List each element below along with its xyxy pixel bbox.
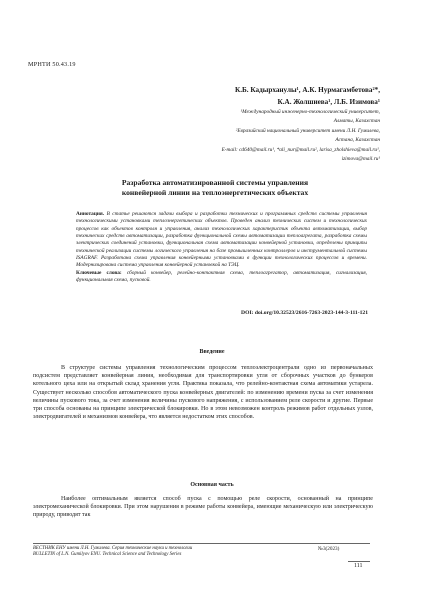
author-line: К.А. Жолшиева¹, Л.Б. Изимова¹ <box>277 98 380 106</box>
title-line: конвейерной линии на теплоэнергетических объектах <box>121 187 309 197</box>
affiliation-emails[interactable]: izimova@mail.ru¹ <box>341 156 380 163</box>
main-heading: Основная часть <box>190 482 234 488</box>
keywords-label: Ключевые слова: <box>76 269 122 276</box>
issue-number: №3(2023) <box>318 546 340 552</box>
doi-link[interactable]: DOI: doi.org/10.32523/2616-7263-2023-144-3-111-121 <box>241 310 368 316</box>
title-line: Разработка автоматизированной системы управления <box>121 178 309 187</box>
abstract-label: Аннотация. <box>76 211 105 217</box>
footer-divider <box>33 543 370 544</box>
affiliation-emails[interactable]: E-mail: cd640@mail.ru¹, *ali_nur@mail.ru², larisa_zholshieva@mail.ru¹, <box>221 146 380 153</box>
intro-paragraph: В структуре системы управления технологическим процессом теплоэлектроцентрали одно из первоначальных подсистем представляет конвейерная линия, необходимая для транспортировки угля от сборочных участков до бункеров котельного цеха или на открытый склад хранения угля. Практика показала, что релейно-контактная схема автоматики устарела. Существует несколько способов автоматического пуска конвейерных двигателей: по изменению времени пуска за счет изменения величины пускового тока, за счет изменения величины пускового напряжения, с использованием реле скорости и другие. Первые три способа основаны на принципе электрической блокировки. Но в этом невозможен контроль режимов работ отдельных узлов, электродвигателей и механизмов конвейера, что является недостатком этих способов. <box>33 365 373 421</box>
affiliation-line: ²Евразийский национальный университет имени Л.Н. Гумилева, <box>235 127 380 134</box>
affiliation-line: Астана, Казахстан <box>335 137 380 144</box>
keywords-paragraph <box>76 270 367 285</box>
mrnti-code: МРНТИ 50.43.19 <box>28 61 76 68</box>
main-paragraph: Наиболее оптимальным является способ пуска с помощью реле скорости, основанный на принципе электромеханической блокировки. При этом нарушения в режиме работы конвейера, имеющие механическую или электрическую природу, приводят так <box>33 496 373 519</box>
affiliation-line: ¹Международный инженерно-технологический университет, <box>240 109 380 115</box>
affiliation-line: Алматы, Казахстан <box>333 118 380 125</box>
journal-name-kz: ВЕСТНИК ЕНУ имени Л.Н. Гумилева. Серия технические науки и технологии <box>33 546 193 551</box>
author-line: К.Б. Кадырханулы¹, А.К. Нурмагамбетова²*, <box>235 86 380 94</box>
abstract-block <box>76 211 367 284</box>
journal-footer <box>33 546 192 559</box>
keywords-text: сборный конвейер, релейно-контактная схема, теплоагрегатор, автоматизация, сигнализация, функциональная схема, пусковой. <box>76 269 367 284</box>
paper-title <box>60 178 370 197</box>
page-number: 111 <box>354 563 363 569</box>
intro-body <box>33 364 373 421</box>
main-body <box>33 495 373 520</box>
page-number-divider <box>348 561 370 562</box>
author-list <box>235 84 380 108</box>
journal-name-en: BULLETIN of L.N. Gumilyov ENU. Technical Science and Technology Series <box>33 552 182 558</box>
abstract-text: В статье решаются задачи выбора и разработки технических и программных средств системы управления технологическими установками теплоэнергетических объектов. Проведен анализ технических систем и технологических процессов как объектов контроля и управления, анализ технологических характеристик объекта автоматизации, выбор технических средств автоматизации, разработка функциональной схемы автоматизации теплоагрегата, разработка схемы электрических соединений установки, функциональная схема автоматизации конвейерной установки, определены принципы технической реализации системы логического управления на базе промышленных контроллеров и инструментальной системы ISAGRAF. Разработана схема управления конвейерными установками в функции технологических процессов и времени. Модернизирована система управления конвейерной установкой на ТЭЦ. <box>76 211 368 269</box>
intro-heading: Введение <box>199 349 225 355</box>
affiliation-list <box>222 108 380 164</box>
abstract-paragraph <box>76 211 367 270</box>
